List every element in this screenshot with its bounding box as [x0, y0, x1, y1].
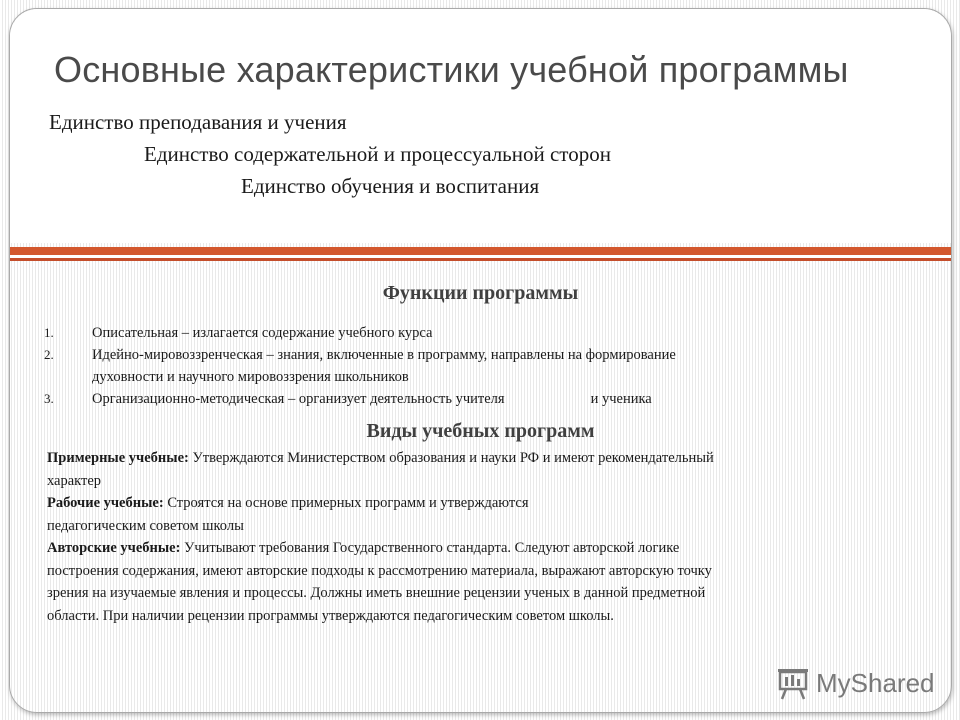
watermark-logo [776, 663, 935, 703]
type-entry [47, 447, 927, 492]
watermark-text: MyShared [816, 667, 935, 698]
list-item-text: Описательная – излагается содержание учебного курса [92, 325, 433, 341]
type-text: Строятся на основе примерных программ и утверждаются [163, 495, 529, 511]
type-entry [47, 492, 927, 537]
type-label: Примерные учебные: [47, 450, 189, 466]
slide-title: Основные характеристики учебной программы [54, 49, 849, 90]
list-item [44, 388, 924, 410]
type-label: Авторские учебные: [47, 540, 181, 556]
unity-line-3: Единство обучения и воспитания [241, 174, 540, 198]
unity-line-1: Единство преподавания и учения [49, 110, 347, 134]
list-number: 3. [44, 391, 54, 406]
functions-list [44, 322, 924, 410]
types-heading: Виды учебных программ [366, 420, 595, 442]
list-item-text-cont: духовности и научного мировоззрения школьников [92, 369, 409, 385]
list-item [44, 322, 924, 344]
list-item-text: Организационно-методическая – организует деятельность учителя [92, 391, 505, 407]
list-item-extra: и ученика [590, 391, 652, 407]
type-label: Рабочие учебные: [47, 495, 164, 511]
type-text-cont: зрения на изучаемые явления и процессы. Должны иметь внешние рецензии ученых в данной предметной [47, 585, 706, 601]
divider-thick [10, 247, 951, 255]
type-text-cont: характер [47, 472, 102, 489]
divider-bars [10, 247, 951, 261]
slide-card [9, 8, 952, 713]
presentation-board-icon [776, 666, 810, 700]
type-text-cont: построения содержания, имеют авторские подходы к рассмотрению материала, выражают авторскую точку [47, 562, 712, 579]
list-number: 2. [44, 347, 54, 362]
list-item-text: Идейно-мировоззренческая – знания, включенные в программу, направлены на формирование [92, 347, 676, 363]
type-text-cont: области. При наличии рецензии программы утверждаются педагогическим советом школы. [47, 607, 614, 624]
title-area [10, 9, 951, 243]
type-entry [47, 537, 927, 627]
list-number: 1. [44, 325, 54, 340]
type-text: Учитывают требования Государственного стандарта. Следуют авторской логике [180, 540, 680, 556]
list-item [44, 344, 924, 388]
functions-heading: Функции программы [382, 282, 579, 304]
type-text-cont: педагогическим советом школы [47, 517, 244, 534]
divider-thin [10, 258, 951, 261]
program-types [47, 447, 927, 627]
unity-line-2: Единство содержательной и процессуальной сторон [144, 142, 611, 166]
type-text: Утверждаются Министерством образования и науки РФ и имеют рекомендательный [188, 450, 714, 466]
